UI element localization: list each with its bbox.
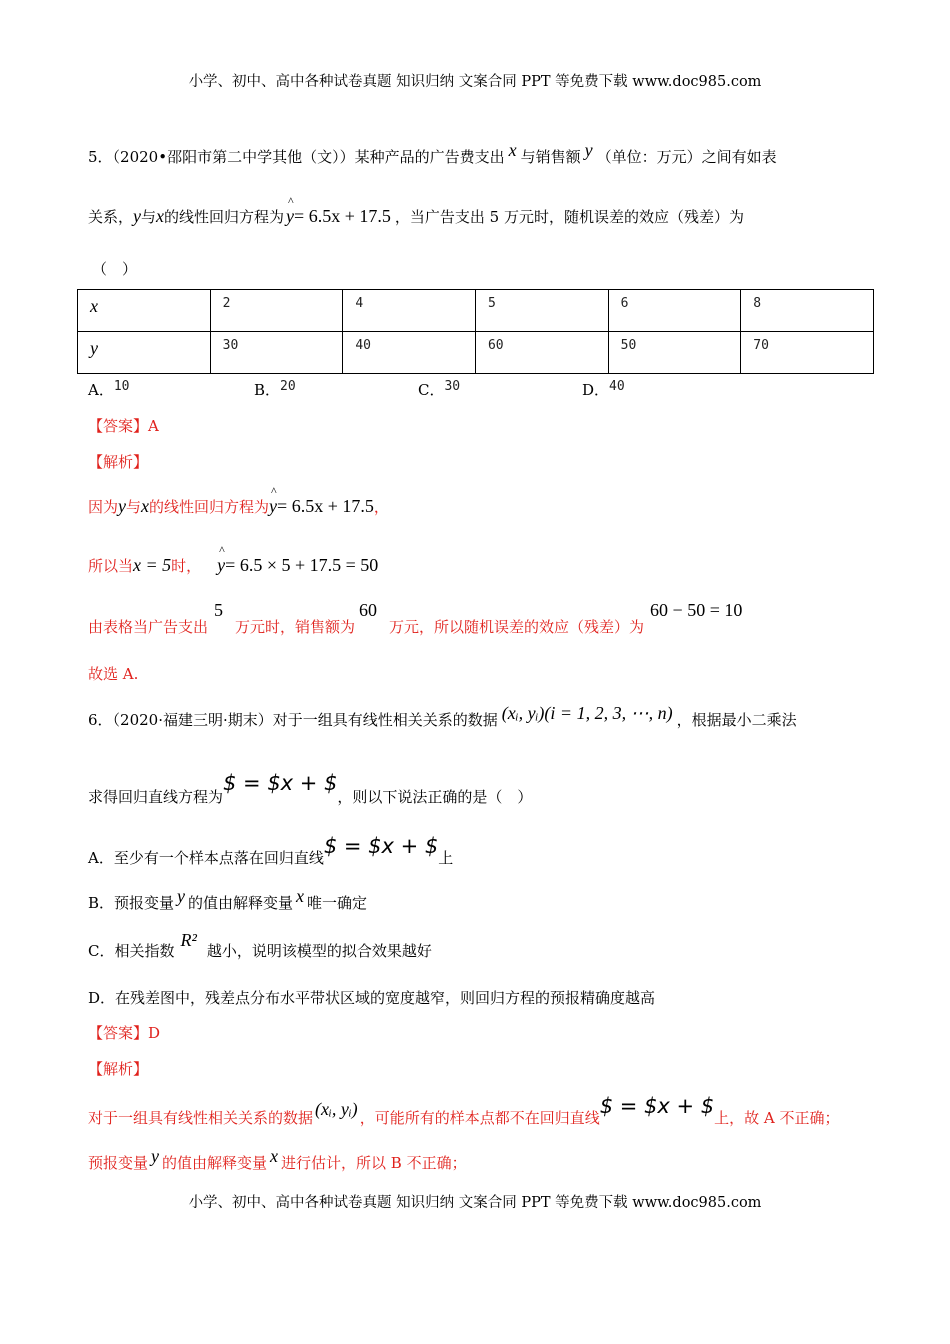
q6-option-a: A．至少有一个样本点落在回归直线$ = $x + $上 (88, 834, 454, 867)
q5-option-b: B．20 (254, 379, 296, 399)
q6-option-b: B．预报变量 y 的值由解释变量 x 唯一确定 (88, 886, 368, 912)
table-cell-label: y (78, 332, 211, 374)
q6-option-c: C．相关指数R²越小，说明该模型的拟合效果越好 (88, 930, 432, 960)
table-cell-label: x (78, 290, 211, 332)
table-cell: 5 (475, 290, 608, 332)
q6-analysis-line1: 对于一组具有线性相关关系的数据 (xᵢ, yᵢ) ，可能所有的样本点都不在回归直线$ = $x + $上，故 A 不正确； (88, 1094, 840, 1127)
table-row (78, 290, 874, 332)
q6-option-d: D．在残差图中，残差点分布水平带状区域的宽度越窄，则回归方程的预报精确度越高 (88, 989, 656, 1007)
q5-option-d: D．40 (582, 379, 625, 399)
q5-line1: 5．（2020•邵阳市第二中学其他（文））某种产品的广告费支出 x 与销售额 y （单位：万元）之间有如表 (88, 140, 777, 166)
q6-line1: 6．（2020·福建三明·期末）对于一组具有线性相关关系的数据 (xᵢ, yᵢ)(i = 1, 2, 3, ⋯, n) ，根据最小二乘法 (88, 703, 797, 729)
q5-analysis-line4: 故选 A. (88, 665, 139, 683)
table-row (78, 332, 874, 374)
table-cell: 8 (741, 290, 874, 332)
page-header: 小学、初中、高中各种试卷真题 知识归纳 文案合同 PPT 等免费下载 www.doc985.com (188, 74, 762, 90)
q5-analysis-title: 【解析】 (88, 453, 149, 471)
page-footer: 小学、初中、高中各种试卷真题 知识归纳 文案合同 PPT 等免费下载 www.doc985.com (188, 1195, 762, 1211)
table-cell: 40 (343, 332, 476, 374)
table-cell: 50 (608, 332, 741, 374)
q5-answer-paren: （ ） (92, 260, 138, 278)
q6-analysis-line2: 预报变量 y 的值由解释变量 x 进行估计，所以 B 不正确； (88, 1146, 467, 1172)
q5-analysis-line2: 所以当x = 5时，^ y= 6.5 × 5 + 17.5 = 50 (88, 555, 378, 576)
q5-line2: 关系，y与x的线性回归方程为^ y= 6.5x + 17.5 ，当广告支出 5 万元时，随机误差的效应（残差）为 (88, 206, 744, 227)
table-cell: 60 (475, 332, 608, 374)
q6-answer: 【答案】D (88, 1024, 161, 1042)
q6-line2: 求得回归直线方程为$ = $x + $，则以下说法正确的是（ ） (88, 771, 533, 806)
table-cell: 6 (608, 290, 741, 332)
table-cell: 4 (343, 290, 476, 332)
q5-option-c: C．30 (418, 379, 461, 399)
q5-analysis-line1: 因为y与x的线性回归方程为^ y= 6.5x + 17.5， (88, 496, 389, 517)
table-cell: 30 (210, 332, 343, 374)
q5-analysis-line3: 由表格当广告支出5万元时，销售额为60万元，所以随机误差的效应（残差）为60 − 50 = 10 (88, 600, 743, 636)
table-cell: 2 (210, 290, 343, 332)
q5-data-table (77, 289, 874, 374)
table-cell: 70 (741, 332, 874, 374)
q6-analysis-title: 【解析】 (88, 1060, 149, 1078)
q5-option-a: A．10 (88, 379, 130, 399)
q5-answer: 【答案】A (88, 417, 159, 435)
